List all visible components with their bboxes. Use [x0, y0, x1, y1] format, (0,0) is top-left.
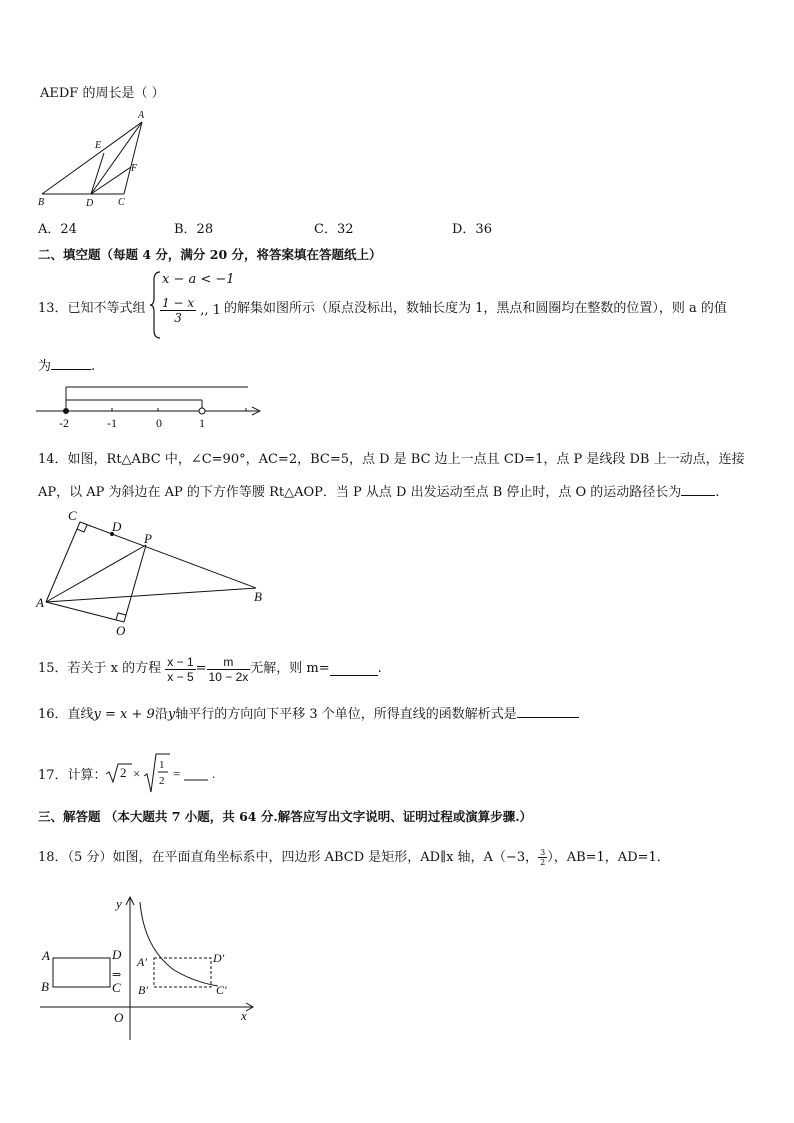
q16-prefix: 16．直线 — [38, 707, 94, 722]
q16-axis: y — [167, 707, 176, 722]
q13-tick-label-m2: -2 — [59, 416, 69, 430]
q17-sqrt-half-sign — [144, 754, 170, 792]
q17-frac-den: 2 — [159, 775, 165, 787]
q15-rhs-num: m — [207, 655, 251, 670]
q15-suffix: 无解，则 m= — [250, 661, 330, 676]
section2-heading: 二、填空题（每题 4 分，满分 20 分，将答案填在答题纸上） — [38, 247, 382, 262]
q12-stem: AEDF 的周长是（ ） — [40, 86, 165, 101]
q13-tick-label-0: 0 — [156, 416, 162, 430]
q18-rect-abcd — [53, 958, 110, 987]
q12-option-b: B．28 — [174, 222, 214, 237]
q17-frac-num: 1 — [159, 759, 165, 771]
q12-label-e: E — [95, 140, 102, 151]
q15-lhs-num: x − 1 — [167, 654, 194, 669]
q16-line — [38, 703, 579, 722]
q13-tick-label-m1: -1 — [107, 416, 117, 430]
q13-ineq1: x − a < −1 — [162, 272, 235, 287]
q17-sqrt2-sign — [106, 764, 132, 782]
q14-label-c: C — [68, 508, 77, 523]
q18-label-o: O — [114, 1010, 124, 1025]
q18-text: 18．（5 分）如图，在平面直角坐标系中，四边形 ABCD 是矩形，AD∥x 轴，A（−3， — [38, 850, 539, 865]
q12-label-b: B — [38, 197, 45, 208]
q12-label-d: D — [86, 198, 94, 208]
q12-figure — [34, 108, 152, 208]
q14-label-d: D — [112, 519, 122, 534]
q14-line-cb — [80, 522, 256, 588]
q13-ineq2 — [160, 296, 221, 325]
q12-label-a: A — [138, 110, 145, 121]
q12-line-de — [91, 153, 104, 194]
q17-times: × — [133, 766, 141, 781]
q12-option-d: D．36 — [452, 222, 492, 237]
q14-line-op — [124, 545, 146, 622]
q18-coord-fraction — [538, 848, 547, 867]
q13-number-line — [34, 380, 264, 430]
q15-end: . — [377, 661, 382, 676]
q16-equation: y = x + 9 — [93, 707, 155, 722]
q18-hyperbola — [140, 902, 218, 986]
q18-label-c: C — [112, 980, 121, 995]
q17-radicand: 2 — [120, 765, 127, 780]
q14-answer-blank[interactable] — [681, 483, 715, 496]
q14-label-b: B — [254, 589, 262, 604]
q15-lhs-den: x − 5 — [167, 669, 194, 684]
q15-rhs-den: 10 − 2x — [208, 669, 249, 684]
q17-equals: = — [173, 766, 181, 781]
q13-prefix: 13．已知不等式组 — [38, 301, 146, 316]
q13-line2-text: 为 — [38, 359, 52, 374]
q13-line2-end: . — [91, 359, 96, 374]
q15-line — [38, 652, 382, 687]
q14-line-ao — [46, 602, 124, 622]
q15-prefix: 15．若关于 x 的方程 — [38, 661, 162, 676]
q14-line1: 14．如图，Rt△ABC 中，∠C=90°，AC=2，BC=5，点 D 是 BC 边上一点且 CD=1，点 P 是线段 DB 上一动点，连接 — [38, 452, 745, 467]
q13-tick-label-1: 1 — [199, 416, 205, 430]
q18-arrow-icon: ⇒ — [112, 969, 122, 981]
q18-label-c-prime: C′ — [216, 983, 227, 997]
q18-figure — [36, 890, 258, 1045]
q14-label-a: A — [36, 595, 44, 610]
q15-lhs-fraction — [165, 655, 195, 684]
q12-option-c: C．32 — [314, 222, 354, 237]
q18-line — [38, 848, 670, 868]
q14-line-ac — [46, 522, 80, 602]
q12-label-f: F — [131, 163, 138, 174]
q18-coord-num: 3 — [540, 848, 546, 857]
q18-coord-den: 2 — [540, 858, 546, 867]
q14-line-ab — [46, 588, 256, 602]
q18-label-a: A — [42, 948, 50, 963]
q18-label-y: y — [116, 896, 122, 911]
q15-answer-blank[interactable] — [330, 663, 378, 676]
q13-suffix: 的解集如图所示（原点没标出，数轴长度为 1，黑点和圆圈均在整数的位置），则 a 的值 — [224, 301, 727, 316]
q14-figure — [34, 508, 274, 640]
q15-equals: = — [195, 661, 207, 676]
q17-expression — [104, 752, 224, 794]
q18-label-a-prime: A′ — [137, 955, 147, 969]
q14-line2-end: . — [715, 485, 720, 500]
q18-label-d-prime: D′ — [213, 951, 225, 965]
q13-ineq2-tail: ,, 1 — [200, 303, 221, 318]
q13-frac-den: 3 — [174, 311, 182, 325]
section3-heading: 三、解答题 （本大题共 7 小题，共 64 分.解答应写出文字说明、证明过程或演算步骤.） — [38, 809, 533, 824]
q13-fraction — [160, 296, 196, 325]
q12-label-c: C — [118, 197, 125, 208]
q14-label-o: O — [116, 623, 126, 638]
q13-line2 — [38, 355, 95, 374]
q17-end: . — [212, 766, 216, 781]
q16-mid: 沿 — [154, 707, 168, 722]
q13-open-point — [199, 408, 205, 414]
q12-option-a: A．24 — [38, 222, 77, 237]
q13-answer-blank[interactable] — [51, 357, 91, 370]
q18-label-b-prime: B′ — [138, 983, 148, 997]
q16-answer-blank[interactable] — [517, 705, 579, 718]
q14-line2 — [38, 481, 719, 500]
q18-label-x: x — [241, 1008, 247, 1023]
q16-suffix: 轴平行的方向向下平移 3 个单位，所得直线的函数解析式是 — [175, 707, 517, 722]
q13-frac-num: 1 − x — [162, 296, 195, 310]
q15-rhs-fraction — [207, 655, 251, 684]
q17-prefix: 17．计算： — [38, 768, 107, 783]
q18-label-d: D — [112, 947, 122, 962]
q14-label-p: P — [144, 531, 152, 546]
q14-line2-text: AP，以 AP 为斜边在 AP 的下方作等腰 Rt△AOP．当 P 从点 D 出发运动至点 B 停止时，点 O 的运动路径长为 — [38, 485, 682, 500]
q13-solid-point — [63, 408, 69, 414]
q18-label-b: B — [41, 979, 49, 994]
q18-text-end: ），AB=1，AD=1． — [547, 850, 670, 865]
q12-line-da — [91, 122, 142, 194]
q14-line-ap — [46, 545, 146, 602]
